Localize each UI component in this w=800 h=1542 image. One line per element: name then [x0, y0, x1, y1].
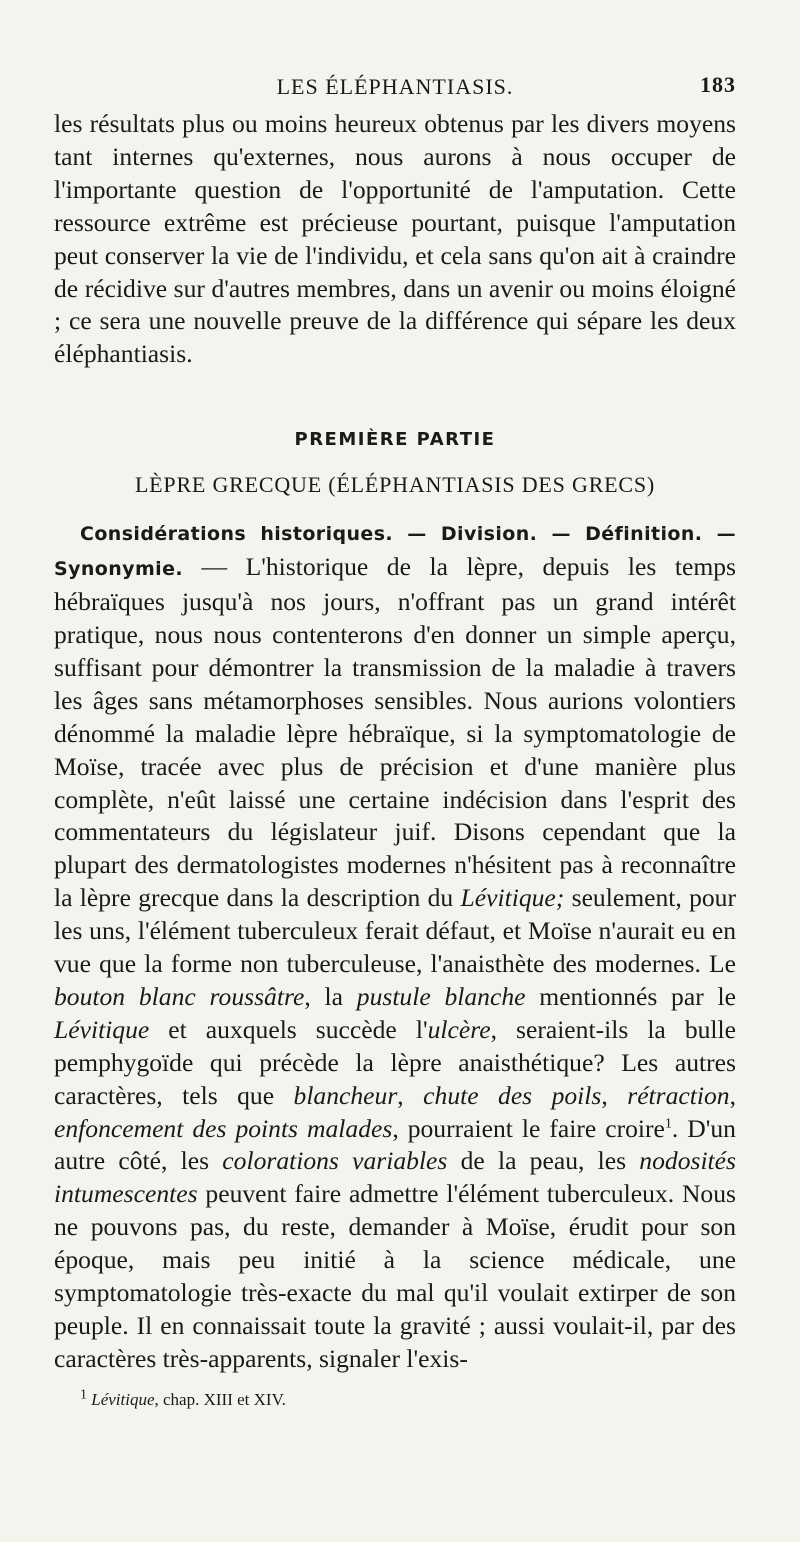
running-title: LES ÉLÉPHANTIASIS. [276, 74, 514, 99]
text-run: seulement, pour les uns, l'élément tuberculeux ferait défaut, et Moïse n'aurait eu en vue que la forme non tuberculeuse, l'anaisthète des modernes. Le [54, 883, 737, 979]
footnote-marker: 1 [80, 1387, 87, 1403]
footnote-source: Lévitique [91, 1389, 155, 1409]
section-text [54, 552, 736, 1373]
running-head [54, 74, 736, 108]
text-run: , la [304, 981, 357, 1011]
text-run: , [397, 1080, 424, 1110]
italic-term: Lévitique [54, 1014, 150, 1044]
footnote-text: , chap. XIII et XIV. [154, 1389, 286, 1409]
footnote-reference: 1 [664, 1116, 672, 1132]
text-run: , pourraient le faire croire [392, 1113, 665, 1143]
text-run: mentionnés par le [525, 981, 736, 1011]
section-paragraph [54, 516, 736, 1376]
text-run: et auxquels succède l' [149, 1014, 428, 1044]
italic-term: Lévitique; [460, 883, 565, 913]
italic-term: colorations variables [222, 1146, 448, 1176]
body-text [54, 108, 736, 371]
italic-term: bouton blanc roussâtre [54, 981, 305, 1011]
text-run: , [729, 1080, 737, 1110]
book-page [0, 74, 800, 1542]
italic-term: chute des poils [423, 1080, 602, 1110]
page-number: 183 [700, 72, 736, 97]
text-run: de la peau, les [447, 1146, 640, 1176]
italic-term: rétraction [627, 1080, 730, 1110]
italic-term: pustule blanche [356, 981, 526, 1011]
text-run: . D'un autre côté, les [54, 1113, 736, 1176]
text-run: , seraient-ils la bulle pemphygoïde qui précède la lèpre anaisthétique? Les autres caractères, tels que [54, 1014, 736, 1110]
italic-term: ulcère [427, 1014, 491, 1044]
part-heading: PREMIÈRE PARTIE [294, 429, 496, 451]
intro-paragraph: les résultats plus ou moins heureux obtenus par les divers moyens tant internes qu'externes, nous aurons à nous occuper de l'importante question de l'opportunité de l'amputation. Cette ressource extrême est précieuse pourtant, puisque l'amputation peut conserver la vie de l'individu, et cela sans qu'on ait à craindre de récidive sur d'autres membres, dans un avenir ou moins éloigné ; ce sera une nouvelle preuve de la différence qui sépare les deux éléphantiasis. [54, 109, 736, 369]
footnote [80, 1387, 736, 1410]
italic-term: enfoncement des points malades [54, 1113, 393, 1143]
text-run: — L'historique de la lèpre, depuis les temps hébraïques jusqu'à nos jours, n'offrant pas un grand intérêt pratique, nous nous contenterons d'en donner un simple aperçu, suffisant pour démontrer la transmission de la maladie à travers les âges sans métamorphoses sensibles. Nous aurions volontiers dénommé la maladie lèpre hébraïque, si la symptomatologie de Moïse, tracée avec plus de précision et d'une manière plus complète, n'eût laissé une certaine indécision dans l'esprit des commentateurs du législateur juif. Disons cependant que la plupart des dermatologistes modernes n'hésitent pas à reconnaître la lèpre grecque dans la description du [54, 552, 736, 913]
italic-term: blancheur [293, 1080, 398, 1110]
text-run: peuvent faire admettre l'élément tuberculeux. Nous ne pouvons pas, du reste, demander à Moïse, érudit pour son époque, mais peu initié à la science médicale, une symptomatologie très-exacte du mal qu'il voulait extirper de son peuple. Il en connaissait toute la gravité ; aussi voulait-il, par des caractères très-apparents, signaler l'exis- [54, 1179, 736, 1373]
part-title: LÈPRE GRECQUE (ÉLÉPHANTIASIS DES GRECS) [134, 472, 656, 498]
section-lead: Considérations historiques. — Division. — Définition. — Synonymie. [54, 523, 736, 581]
italic-term: nodosités intumescentes [54, 1146, 736, 1209]
text-run: , [601, 1080, 628, 1110]
